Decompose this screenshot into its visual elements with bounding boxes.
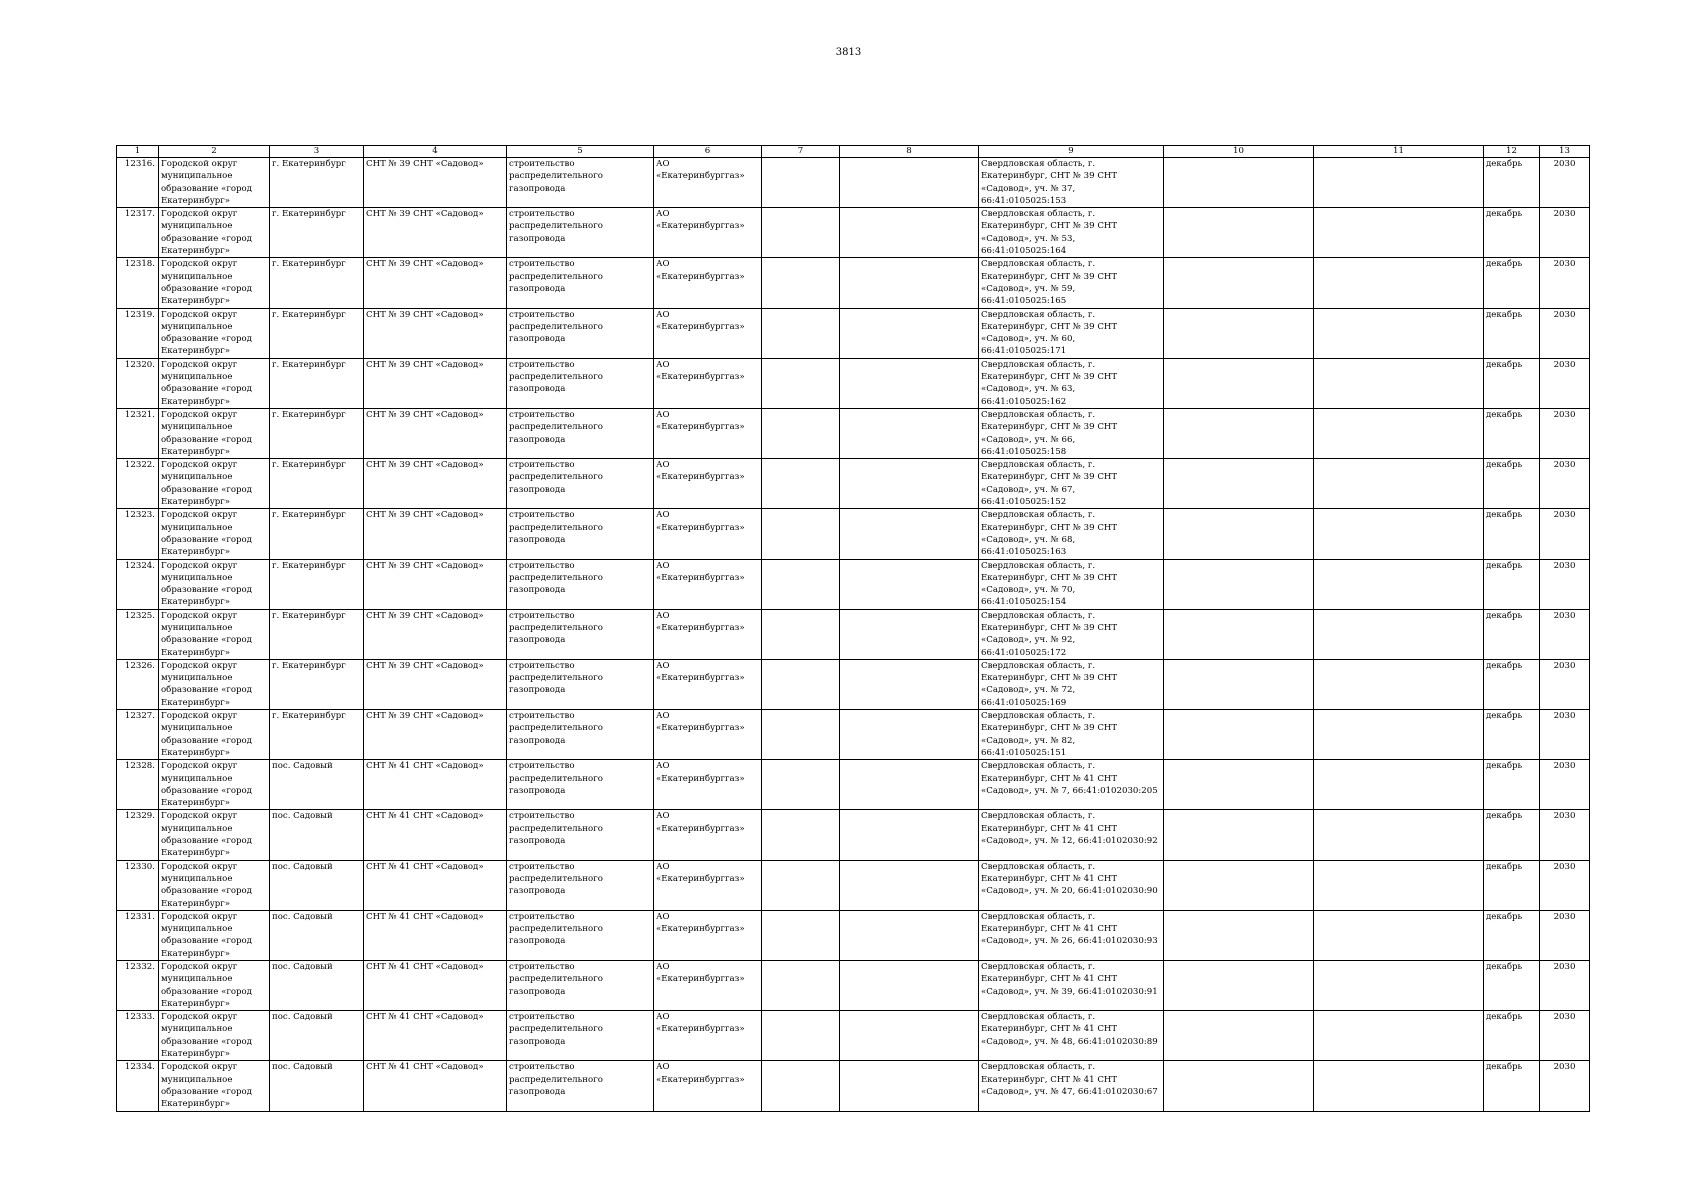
municipality-cell: Городской округ муниципальное образование «город Екатеринбург» <box>159 609 270 659</box>
organization-cell: АО «Екатеринбурггаз» <box>654 710 762 760</box>
row-number: 12321. <box>117 408 159 458</box>
column-7-cell <box>762 258 840 308</box>
table-row <box>117 760 1590 810</box>
organization-cell: АО «Екатеринбурггаз» <box>654 961 762 1011</box>
year-cell: 2030 <box>1540 910 1590 960</box>
row-number: 12325. <box>117 609 159 659</box>
year-cell: 2030 <box>1540 609 1590 659</box>
column-10-cell <box>1164 659 1314 709</box>
table-row <box>117 860 1590 910</box>
row-number: 12322. <box>117 459 159 509</box>
column-8-cell <box>840 509 979 559</box>
column-7-cell <box>762 408 840 458</box>
row-number: 12324. <box>117 559 159 609</box>
work-type-cell: строительство распределительного газопровода <box>507 358 654 408</box>
municipality-cell: Городской округ муниципальное образование «город Екатеринбург» <box>159 208 270 258</box>
address-cell: Свердловская область, г. Екатеринбург, СНТ № 39 СНТ «Садовод», уч. № 37, 66:41:0105025:153 <box>979 158 1164 208</box>
column-8-cell <box>840 860 979 910</box>
column-10-cell <box>1164 459 1314 509</box>
column-number: 12 <box>1484 146 1540 158</box>
column-8-cell <box>840 659 979 709</box>
column-number: 4 <box>364 146 507 158</box>
month-cell: декабрь <box>1484 860 1540 910</box>
column-10-cell <box>1164 208 1314 258</box>
object-cell: СНТ № 39 СНТ «Садовод» <box>364 158 507 208</box>
locality-cell: пос. Садовый <box>270 760 364 810</box>
work-type-cell: строительство распределительного газопровода <box>507 509 654 559</box>
organization-cell: АО «Екатеринбурггаз» <box>654 459 762 509</box>
locality-cell: г. Екатеринбург <box>270 609 364 659</box>
row-number: 12328. <box>117 760 159 810</box>
table-row <box>117 208 1590 258</box>
municipality-cell: Городской округ муниципальное образование «город Екатеринбург» <box>159 910 270 960</box>
municipality-cell: Городской округ муниципальное образование «город Екатеринбург» <box>159 158 270 208</box>
column-11-cell <box>1314 208 1484 258</box>
table-row <box>117 358 1590 408</box>
month-cell: декабрь <box>1484 710 1540 760</box>
object-cell: СНТ № 39 СНТ «Садовод» <box>364 659 507 709</box>
locality-cell: пос. Садовый <box>270 1011 364 1061</box>
table-row <box>117 509 1590 559</box>
column-7-cell <box>762 358 840 408</box>
work-type-cell: строительство распределительного газопровода <box>507 860 654 910</box>
address-cell: Свердловская область, г. Екатеринбург, СНТ № 41 СНТ «Садовод», уч. № 7, 66:41:0102030:205 <box>979 760 1164 810</box>
month-cell: декабрь <box>1484 308 1540 358</box>
column-8-cell <box>840 910 979 960</box>
year-cell: 2030 <box>1540 860 1590 910</box>
column-8-cell <box>840 208 979 258</box>
municipality-cell: Городской округ муниципальное образование «город Екатеринбург» <box>159 961 270 1011</box>
address-cell: Свердловская область, г. Екатеринбург, СНТ № 41 СНТ «Садовод», уч. № 39, 66:41:0102030:91 <box>979 961 1164 1011</box>
column-11-cell <box>1314 308 1484 358</box>
year-cell: 2030 <box>1540 810 1590 860</box>
month-cell: декабрь <box>1484 760 1540 810</box>
column-7-cell <box>762 659 840 709</box>
column-10-cell <box>1164 509 1314 559</box>
work-type-cell: строительство распределительного газопровода <box>507 459 654 509</box>
work-type-cell: строительство распределительного газопровода <box>507 910 654 960</box>
row-number: 12333. <box>117 1011 159 1061</box>
organization-cell: АО «Екатеринбурггаз» <box>654 408 762 458</box>
object-cell: СНТ № 39 СНТ «Садовод» <box>364 208 507 258</box>
column-7-cell <box>762 860 840 910</box>
column-7-cell <box>762 559 840 609</box>
municipality-cell: Городской округ муниципальное образование «город Екатеринбург» <box>159 810 270 860</box>
locality-cell: г. Екатеринбург <box>270 509 364 559</box>
organization-cell: АО «Екатеринбурггаз» <box>654 509 762 559</box>
column-11-cell <box>1314 258 1484 308</box>
column-11-cell <box>1314 459 1484 509</box>
column-number: 13 <box>1540 146 1590 158</box>
column-8-cell <box>840 710 979 760</box>
municipality-cell: Городской округ муниципальное образование «город Екатеринбург» <box>159 1011 270 1061</box>
address-cell: Свердловская область, г. Екатеринбург, СНТ № 41 СНТ «Садовод», уч. № 12, 66:41:0102030:92 <box>979 810 1164 860</box>
column-7-cell <box>762 158 840 208</box>
municipality-cell: Городской округ муниципальное образование «город Екатеринбург» <box>159 1061 270 1111</box>
address-cell: Свердловская область, г. Екатеринбург, СНТ № 41 СНТ «Садовод», уч. № 26, 66:41:0102030:93 <box>979 910 1164 960</box>
year-cell: 2030 <box>1540 358 1590 408</box>
column-7-cell <box>762 509 840 559</box>
address-cell: Свердловская область, г. Екатеринбург, СНТ № 39 СНТ «Садовод», уч. № 59, 66:41:0105025:165 <box>979 258 1164 308</box>
organization-cell: АО «Екатеринбурггаз» <box>654 609 762 659</box>
address-cell: Свердловская область, г. Екатеринбург, СНТ № 39 СНТ «Садовод», уч. № 60, 66:41:0105025:171 <box>979 308 1164 358</box>
row-number: 12326. <box>117 659 159 709</box>
object-cell: СНТ № 41 СНТ «Садовод» <box>364 1011 507 1061</box>
column-11-cell <box>1314 659 1484 709</box>
year-cell: 2030 <box>1540 659 1590 709</box>
address-cell: Свердловская область, г. Екатеринбург, СНТ № 39 СНТ «Садовод», уч. № 67, 66:41:0105025:152 <box>979 459 1164 509</box>
object-cell: СНТ № 39 СНТ «Садовод» <box>364 358 507 408</box>
column-8-cell <box>840 158 979 208</box>
year-cell: 2030 <box>1540 509 1590 559</box>
row-number: 12319. <box>117 308 159 358</box>
organization-cell: АО «Екатеринбурггаз» <box>654 559 762 609</box>
column-10-cell <box>1164 710 1314 760</box>
month-cell: декабрь <box>1484 408 1540 458</box>
column-number: 6 <box>654 146 762 158</box>
column-8-cell <box>840 609 979 659</box>
organization-cell: АО «Екатеринбурггаз» <box>654 860 762 910</box>
table-row <box>117 609 1590 659</box>
column-7-cell <box>762 760 840 810</box>
municipality-cell: Городской округ муниципальное образование «город Екатеринбург» <box>159 559 270 609</box>
row-number: 12327. <box>117 710 159 760</box>
locality-cell: г. Екатеринбург <box>270 158 364 208</box>
table-row <box>117 961 1590 1011</box>
address-cell: Свердловская область, г. Екатеринбург, СНТ № 39 СНТ «Садовод», уч. № 68, 66:41:0105025:163 <box>979 509 1164 559</box>
column-8-cell <box>840 459 979 509</box>
work-type-cell: строительство распределительного газопровода <box>507 1011 654 1061</box>
column-10-cell <box>1164 609 1314 659</box>
column-number: 11 <box>1314 146 1484 158</box>
column-10-cell <box>1164 1011 1314 1061</box>
address-cell: Свердловская область, г. Екатеринбург, СНТ № 39 СНТ «Садовод», уч. № 63, 66:41:0105025:162 <box>979 358 1164 408</box>
object-cell: СНТ № 41 СНТ «Садовод» <box>364 910 507 960</box>
row-number: 12320. <box>117 358 159 408</box>
column-7-cell <box>762 208 840 258</box>
locality-cell: г. Екатеринбург <box>270 408 364 458</box>
column-number: 1 <box>117 146 159 158</box>
year-cell: 2030 <box>1540 1061 1590 1111</box>
year-cell: 2030 <box>1540 408 1590 458</box>
locality-cell: г. Екатеринбург <box>270 559 364 609</box>
organization-cell: АО «Екатеринбурггаз» <box>654 659 762 709</box>
month-cell: декабрь <box>1484 459 1540 509</box>
column-10-cell <box>1164 760 1314 810</box>
year-cell: 2030 <box>1540 258 1590 308</box>
row-number: 12334. <box>117 1061 159 1111</box>
locality-cell: пос. Садовый <box>270 860 364 910</box>
column-8-cell <box>840 810 979 860</box>
organization-cell: АО «Екатеринбурггаз» <box>654 208 762 258</box>
row-number: 12329. <box>117 810 159 860</box>
locality-cell: пос. Садовый <box>270 1061 364 1111</box>
locality-cell: г. Екатеринбург <box>270 308 364 358</box>
column-8-cell <box>840 760 979 810</box>
year-cell: 2030 <box>1540 208 1590 258</box>
year-cell: 2030 <box>1540 1011 1590 1061</box>
work-type-cell: строительство распределительного газопровода <box>507 408 654 458</box>
year-cell: 2030 <box>1540 760 1590 810</box>
column-7-cell <box>762 459 840 509</box>
address-cell: Свердловская область, г. Екатеринбург, СНТ № 41 СНТ «Садовод», уч. № 47, 66:41:0102030:67 <box>979 1061 1164 1111</box>
column-8-cell <box>840 1011 979 1061</box>
column-10-cell <box>1164 158 1314 208</box>
address-cell: Свердловская область, г. Екатеринбург, СНТ № 41 СНТ «Садовод», уч. № 20, 66:41:0102030:90 <box>979 860 1164 910</box>
column-number: 3 <box>270 146 364 158</box>
table-row <box>117 1061 1590 1111</box>
column-11-cell <box>1314 860 1484 910</box>
organization-cell: АО «Екатеринбурггаз» <box>654 258 762 308</box>
work-type-cell: строительство распределительного газопровода <box>507 609 654 659</box>
column-number: 10 <box>1164 146 1314 158</box>
object-cell: СНТ № 41 СНТ «Садовод» <box>364 760 507 810</box>
address-cell: Свердловская область, г. Екатеринбург, СНТ № 39 СНТ «Садовод», уч. № 72, 66:41:0105025:169 <box>979 659 1164 709</box>
organization-cell: АО «Екатеринбурггаз» <box>654 910 762 960</box>
column-7-cell <box>762 910 840 960</box>
organization-cell: АО «Екатеринбурггаз» <box>654 760 762 810</box>
month-cell: декабрь <box>1484 1011 1540 1061</box>
column-11-cell <box>1314 158 1484 208</box>
work-type-cell: строительство распределительного газопровода <box>507 258 654 308</box>
address-cell: Свердловская область, г. Екатеринбург, СНТ № 39 СНТ «Садовод», уч. № 82, 66:41:0105025:151 <box>979 710 1164 760</box>
table-row <box>117 659 1590 709</box>
work-type-cell: строительство распределительного газопровода <box>507 760 654 810</box>
column-10-cell <box>1164 258 1314 308</box>
column-7-cell <box>762 308 840 358</box>
column-10-cell <box>1164 1061 1314 1111</box>
municipality-cell: Городской округ муниципальное образование «город Екатеринбург» <box>159 308 270 358</box>
row-number: 12317. <box>117 208 159 258</box>
organization-cell: АО «Екатеринбурггаз» <box>654 358 762 408</box>
column-7-cell <box>762 1011 840 1061</box>
object-cell: СНТ № 41 СНТ «Садовод» <box>364 1061 507 1111</box>
municipality-cell: Городской округ муниципальное образование «город Екатеринбург» <box>159 659 270 709</box>
column-8-cell <box>840 559 979 609</box>
row-number: 12331. <box>117 910 159 960</box>
column-10-cell <box>1164 408 1314 458</box>
month-cell: декабрь <box>1484 961 1540 1011</box>
month-cell: декабрь <box>1484 559 1540 609</box>
work-type-cell: строительство распределительного газопровода <box>507 810 654 860</box>
object-cell: СНТ № 41 СНТ «Садовод» <box>364 810 507 860</box>
work-type-cell: строительство распределительного газопровода <box>507 208 654 258</box>
work-type-cell: строительство распределительного газопровода <box>507 659 654 709</box>
organization-cell: АО «Екатеринбурггаз» <box>654 158 762 208</box>
municipality-cell: Городской округ муниципальное образование «город Екатеринбург» <box>159 459 270 509</box>
column-11-cell <box>1314 710 1484 760</box>
municipality-cell: Городской округ муниципальное образование «город Екатеринбург» <box>159 710 270 760</box>
organization-cell: АО «Екатеринбурггаз» <box>654 810 762 860</box>
object-cell: СНТ № 39 СНТ «Садовод» <box>364 710 507 760</box>
locality-cell: г. Екатеринбург <box>270 208 364 258</box>
address-cell: Свердловская область, г. Екатеринбург, СНТ № 39 СНТ «Садовод», уч. № 53, 66:41:0105025:164 <box>979 208 1164 258</box>
address-cell: Свердловская область, г. Екатеринбург, СНТ № 39 СНТ «Садовод», уч. № 92, 66:41:0105025:172 <box>979 609 1164 659</box>
locality-cell: пос. Садовый <box>270 910 364 960</box>
row-number: 12330. <box>117 860 159 910</box>
column-number-row <box>117 146 1590 158</box>
locality-cell: г. Екатеринбург <box>270 459 364 509</box>
locality-cell: г. Екатеринбург <box>270 659 364 709</box>
column-10-cell <box>1164 910 1314 960</box>
month-cell: декабрь <box>1484 358 1540 408</box>
row-number: 12332. <box>117 961 159 1011</box>
table-row <box>117 158 1590 208</box>
column-11-cell <box>1314 609 1484 659</box>
work-type-cell: строительство распределительного газопровода <box>507 308 654 358</box>
table-row <box>117 710 1590 760</box>
month-cell: декабрь <box>1484 810 1540 860</box>
column-8-cell <box>840 308 979 358</box>
column-10-cell <box>1164 860 1314 910</box>
table-row <box>117 258 1590 308</box>
object-cell: СНТ № 39 СНТ «Садовод» <box>364 559 507 609</box>
column-7-cell <box>762 609 840 659</box>
year-cell: 2030 <box>1540 710 1590 760</box>
object-cell: СНТ № 39 СНТ «Садовод» <box>364 308 507 358</box>
year-cell: 2030 <box>1540 559 1590 609</box>
table-row <box>117 810 1590 860</box>
object-cell: СНТ № 39 СНТ «Садовод» <box>364 609 507 659</box>
organization-cell: АО «Екатеринбурггаз» <box>654 1061 762 1111</box>
organization-cell: АО «Екатеринбурггаз» <box>654 308 762 358</box>
column-8-cell <box>840 258 979 308</box>
column-10-cell <box>1164 559 1314 609</box>
municipality-cell: Городской округ муниципальное образование «город Екатеринбург» <box>159 760 270 810</box>
column-8-cell <box>840 358 979 408</box>
month-cell: декабрь <box>1484 158 1540 208</box>
locality-cell: пос. Садовый <box>270 961 364 1011</box>
month-cell: декабрь <box>1484 609 1540 659</box>
object-cell: СНТ № 39 СНТ «Садовод» <box>364 258 507 308</box>
column-number: 2 <box>159 146 270 158</box>
locality-cell: пос. Садовый <box>270 810 364 860</box>
year-cell: 2030 <box>1540 961 1590 1011</box>
row-number: 12316. <box>117 158 159 208</box>
table-row <box>117 408 1590 458</box>
row-number: 12318. <box>117 258 159 308</box>
work-type-cell: строительство распределительного газопровода <box>507 158 654 208</box>
municipality-cell: Городской округ муниципальное образование «город Екатеринбург» <box>159 258 270 308</box>
column-10-cell <box>1164 358 1314 408</box>
municipality-cell: Городской округ муниципальное образование «город Екатеринбург» <box>159 860 270 910</box>
page-number: 3813 <box>835 47 862 58</box>
address-cell: Свердловская область, г. Екатеринбург, СНТ № 41 СНТ «Садовод», уч. № 48, 66:41:0102030:89 <box>979 1011 1164 1061</box>
column-7-cell <box>762 710 840 760</box>
column-11-cell <box>1314 1011 1484 1061</box>
organization-cell: АО «Екатеринбурггаз» <box>654 1011 762 1061</box>
column-8-cell <box>840 408 979 458</box>
locality-cell: г. Екатеринбург <box>270 258 364 308</box>
month-cell: декабрь <box>1484 910 1540 960</box>
column-11-cell <box>1314 760 1484 810</box>
municipality-cell: Городской округ муниципальное образование «город Екатеринбург» <box>159 509 270 559</box>
month-cell: декабрь <box>1484 509 1540 559</box>
table-row <box>117 910 1590 960</box>
month-cell: декабрь <box>1484 1061 1540 1111</box>
column-11-cell <box>1314 358 1484 408</box>
work-type-cell: строительство распределительного газопровода <box>507 559 654 609</box>
column-11-cell <box>1314 408 1484 458</box>
month-cell: декабрь <box>1484 659 1540 709</box>
column-11-cell <box>1314 961 1484 1011</box>
municipality-cell: Городской округ муниципальное образование «город Екатеринбург» <box>159 358 270 408</box>
column-10-cell <box>1164 810 1314 860</box>
work-type-cell: строительство распределительного газопровода <box>507 961 654 1011</box>
municipality-cell: Городской округ муниципальное образование «город Екатеринбург» <box>159 408 270 458</box>
column-11-cell <box>1314 559 1484 609</box>
column-7-cell <box>762 961 840 1011</box>
column-11-cell <box>1314 509 1484 559</box>
registry-table <box>116 145 1590 1112</box>
work-type-cell: строительство распределительного газопровода <box>507 710 654 760</box>
object-cell: СНТ № 39 СНТ «Садовод» <box>364 509 507 559</box>
column-7-cell <box>762 1061 840 1111</box>
column-number: 8 <box>840 146 979 158</box>
work-type-cell: строительство распределительного газопровода <box>507 1061 654 1111</box>
address-cell: Свердловская область, г. Екатеринбург, СНТ № 39 СНТ «Садовод», уч. № 70, 66:41:0105025:154 <box>979 559 1164 609</box>
month-cell: декабрь <box>1484 258 1540 308</box>
table-row <box>117 559 1590 609</box>
object-cell: СНТ № 41 СНТ «Садовод» <box>364 961 507 1011</box>
month-cell: декабрь <box>1484 208 1540 258</box>
column-10-cell <box>1164 308 1314 358</box>
object-cell: СНТ № 39 СНТ «Садовод» <box>364 408 507 458</box>
object-cell: СНТ № 41 СНТ «Садовод» <box>364 860 507 910</box>
year-cell: 2030 <box>1540 459 1590 509</box>
column-number: 5 <box>507 146 654 158</box>
column-11-cell <box>1314 1061 1484 1111</box>
column-8-cell <box>840 1061 979 1111</box>
column-10-cell <box>1164 961 1314 1011</box>
column-number: 7 <box>762 146 840 158</box>
column-11-cell <box>1314 910 1484 960</box>
year-cell: 2030 <box>1540 308 1590 358</box>
table-row <box>117 308 1590 358</box>
locality-cell: г. Екатеринбург <box>270 710 364 760</box>
object-cell: СНТ № 39 СНТ «Садовод» <box>364 459 507 509</box>
year-cell: 2030 <box>1540 158 1590 208</box>
row-number: 12323. <box>117 509 159 559</box>
column-number: 9 <box>979 146 1164 158</box>
table-row <box>117 1011 1590 1061</box>
column-7-cell <box>762 810 840 860</box>
table-row <box>117 459 1590 509</box>
column-11-cell <box>1314 810 1484 860</box>
column-8-cell <box>840 961 979 1011</box>
locality-cell: г. Екатеринбург <box>270 358 364 408</box>
address-cell: Свердловская область, г. Екатеринбург, СНТ № 39 СНТ «Садовод», уч. № 66, 66:41:0105025:158 <box>979 408 1164 458</box>
